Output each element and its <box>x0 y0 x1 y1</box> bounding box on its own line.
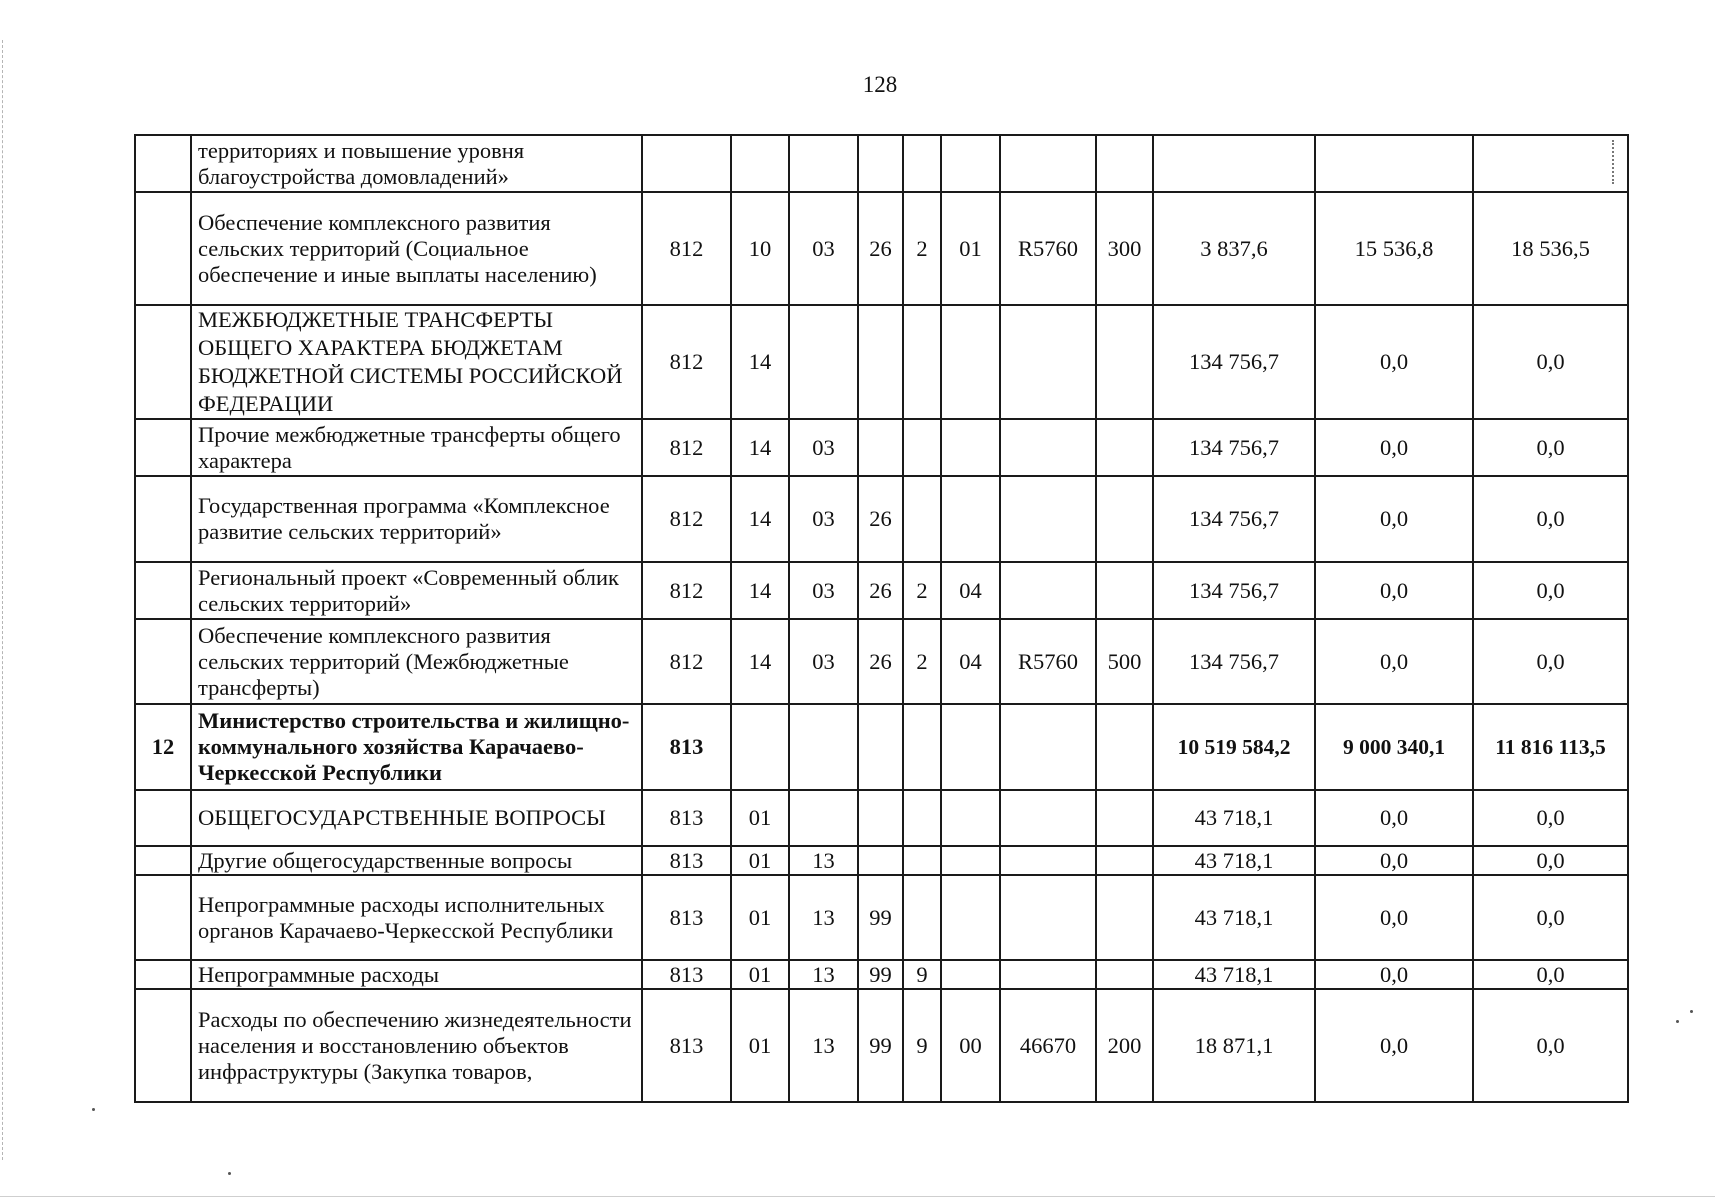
sum-year-2-cell: 0,0 <box>1315 476 1473 562</box>
subprogram-code-cell <box>903 704 941 790</box>
ministry-code-cell: 812 <box>642 305 731 419</box>
program-code-cell <box>858 135 903 192</box>
program-code-cell: 26 <box>858 192 903 305</box>
sum-year-2-cell: 15 536,8 <box>1315 192 1473 305</box>
target-code-cell <box>1000 305 1096 419</box>
program-code-cell <box>858 704 903 790</box>
ministry-code-cell: 813 <box>642 875 731 960</box>
row-number-cell <box>135 192 191 305</box>
ministry-code-cell: 813 <box>642 704 731 790</box>
row-name-cell: Государственная программа «Комплексное развитие сельских территорий» <box>191 476 642 562</box>
sum-year-2-cell: 0,0 <box>1315 875 1473 960</box>
section-code-cell: 14 <box>731 476 789 562</box>
section-code-cell: 01 <box>731 875 789 960</box>
subsection-code-cell <box>789 305 858 419</box>
sum-year-3-cell: 0,0 <box>1473 790 1628 846</box>
scan-speck <box>1676 1020 1679 1023</box>
program-code-cell <box>858 305 903 419</box>
row-number-cell <box>135 419 191 476</box>
row-number-cell <box>135 619 191 704</box>
direction-code-cell <box>941 790 1000 846</box>
scan-speck <box>92 1108 95 1111</box>
table-row <box>135 960 1628 989</box>
sum-year-3-cell: 18 536,5 <box>1473 192 1628 305</box>
subsection-code-cell <box>789 135 858 192</box>
ministry-code-cell: 813 <box>642 790 731 846</box>
subprogram-code-cell <box>903 305 941 419</box>
subsection-code-cell: 03 <box>789 192 858 305</box>
sum-year-1-cell: 43 718,1 <box>1153 960 1315 989</box>
expense-type-cell <box>1096 476 1153 562</box>
subprogram-code-cell: 9 <box>903 989 941 1102</box>
target-code-cell: R5760 <box>1000 619 1096 704</box>
sum-year-3-cell: 0,0 <box>1473 476 1628 562</box>
program-code-cell <box>858 846 903 875</box>
target-code-cell: 46670 <box>1000 989 1096 1102</box>
ministry-code-cell: 813 <box>642 989 731 1102</box>
row-name-cell: Непрограммные расходы <box>191 960 642 989</box>
sum-year-3-cell: 0,0 <box>1473 562 1628 619</box>
table-row-ministry-header <box>135 704 1628 790</box>
expense-type-cell: 300 <box>1096 192 1153 305</box>
row-number-cell <box>135 875 191 960</box>
row-number-cell <box>135 135 191 192</box>
section-code-cell: 01 <box>731 846 789 875</box>
ministry-code-cell: 812 <box>642 192 731 305</box>
sum-year-3-cell: 0,0 <box>1473 960 1628 989</box>
ministry-code-cell: 812 <box>642 562 731 619</box>
subprogram-code-cell <box>903 419 941 476</box>
ministry-code-cell <box>642 135 731 192</box>
sum-year-2-cell: 0,0 <box>1315 846 1473 875</box>
direction-code-cell <box>941 305 1000 419</box>
expense-type-cell <box>1096 790 1153 846</box>
sum-year-1-cell: 10 519 584,2 <box>1153 704 1315 790</box>
sum-year-1-cell: 3 837,6 <box>1153 192 1315 305</box>
expense-type-cell <box>1096 960 1153 989</box>
sum-year-3-cell: 11 816 113,5 <box>1473 704 1628 790</box>
sum-year-2-cell: 0,0 <box>1315 419 1473 476</box>
program-code-cell <box>858 790 903 846</box>
sum-year-3-cell: 0,0 <box>1473 619 1628 704</box>
row-number-cell <box>135 960 191 989</box>
section-code-cell: 10 <box>731 192 789 305</box>
program-code-cell <box>858 419 903 476</box>
expense-type-cell <box>1096 562 1153 619</box>
expense-type-cell <box>1096 846 1153 875</box>
direction-code-cell <box>941 704 1000 790</box>
row-name-cell: МЕЖБЮДЖЕТНЫЕ ТРАНСФЕРТЫ ОБЩЕГО ХАРАКТЕРА БЮДЖЕТАМ БЮДЖЕТНОЙ СИСТЕМЫ РОССИЙСКОЙ ФЕДЕРАЦИИ <box>191 305 642 419</box>
target-code-cell <box>1000 704 1096 790</box>
table-row <box>135 790 1628 846</box>
target-code-cell <box>1000 135 1096 192</box>
section-code-cell: 14 <box>731 419 789 476</box>
subsection-code-cell: 03 <box>789 562 858 619</box>
sum-year-3-cell: 0,0 <box>1473 989 1628 1102</box>
direction-code-cell <box>941 846 1000 875</box>
table-row <box>135 305 1628 419</box>
row-name-cell: Обеспечение комплексного развития сельских территорий (Межбюджетные трансферты) <box>191 619 642 704</box>
table-row <box>135 619 1628 704</box>
sum-year-1-cell: 18 871,1 <box>1153 989 1315 1102</box>
sum-year-1-cell: 134 756,7 <box>1153 419 1315 476</box>
program-code-cell: 99 <box>858 989 903 1102</box>
direction-code-cell <box>941 960 1000 989</box>
target-code-cell: R5760 <box>1000 192 1096 305</box>
section-code-cell: 14 <box>731 619 789 704</box>
direction-code-cell <box>941 875 1000 960</box>
ministry-code-cell: 812 <box>642 619 731 704</box>
table-row <box>135 875 1628 960</box>
ministry-code-cell: 812 <box>642 476 731 562</box>
subsection-code-cell <box>789 790 858 846</box>
program-code-cell: 26 <box>858 476 903 562</box>
sum-year-2-cell: 0,0 <box>1315 619 1473 704</box>
expense-type-cell <box>1096 135 1153 192</box>
table-row <box>135 846 1628 875</box>
expense-type-cell <box>1096 419 1153 476</box>
budget-table <box>134 134 1629 1103</box>
subprogram-code-cell: 2 <box>903 192 941 305</box>
section-code-cell <box>731 704 789 790</box>
row-name-cell: Обеспечение комплексного развития сельских территорий (Социальное обеспечение и иные выплаты населению) <box>191 192 642 305</box>
sum-year-2-cell: 0,0 <box>1315 562 1473 619</box>
ministry-code-cell: 813 <box>642 960 731 989</box>
row-number-cell <box>135 476 191 562</box>
direction-code-cell <box>941 419 1000 476</box>
sum-year-2-cell: 9 000 340,1 <box>1315 704 1473 790</box>
sum-year-3-cell <box>1473 135 1628 192</box>
sum-year-2-cell: 0,0 <box>1315 989 1473 1102</box>
program-code-cell: 26 <box>858 562 903 619</box>
subsection-code-cell <box>789 704 858 790</box>
subsection-code-cell: 03 <box>789 476 858 562</box>
subprogram-code-cell <box>903 875 941 960</box>
section-code-cell: 01 <box>731 790 789 846</box>
sum-year-1-cell: 43 718,1 <box>1153 846 1315 875</box>
sum-year-3-cell: 0,0 <box>1473 305 1628 419</box>
scan-bottom-edge <box>0 1196 1715 1197</box>
sum-year-2-cell: 0,0 <box>1315 790 1473 846</box>
section-code-cell <box>731 135 789 192</box>
row-name-cell: Министерство строительства и жилищно-коммунального хозяйства Карачаево-Черкесской Республики <box>191 704 642 790</box>
scan-speck <box>1690 1010 1693 1013</box>
target-code-cell <box>1000 960 1096 989</box>
row-name-cell: Расходы по обеспечению жизнедеятельности населения и восстановлению объектов инфраструктуры (Закупка товаров, <box>191 989 642 1102</box>
sum-year-1-cell <box>1153 135 1315 192</box>
expense-type-cell: 200 <box>1096 989 1153 1102</box>
subprogram-code-cell: 2 <box>903 619 941 704</box>
subprogram-code-cell: 9 <box>903 960 941 989</box>
target-code-cell <box>1000 562 1096 619</box>
direction-code-cell <box>941 135 1000 192</box>
direction-code-cell: 04 <box>941 562 1000 619</box>
sum-year-1-cell: 43 718,1 <box>1153 875 1315 960</box>
program-code-cell: 99 <box>858 960 903 989</box>
subprogram-code-cell <box>903 846 941 875</box>
table-row <box>135 135 1628 192</box>
scan-speck <box>228 1172 231 1175</box>
subsection-code-cell: 13 <box>789 875 858 960</box>
expense-type-cell <box>1096 305 1153 419</box>
row-name-cell: Другие общегосударственные вопросы <box>191 846 642 875</box>
sum-year-3-cell: 0,0 <box>1473 419 1628 476</box>
row-name-cell: территориях и повышение уровня благоустройства домовладений» <box>191 135 642 192</box>
direction-code-cell: 01 <box>941 192 1000 305</box>
subsection-code-cell: 13 <box>789 846 858 875</box>
target-code-cell <box>1000 875 1096 960</box>
sum-year-2-cell: 0,0 <box>1315 305 1473 419</box>
target-code-cell <box>1000 846 1096 875</box>
row-number-cell <box>135 790 191 846</box>
expense-type-cell <box>1096 704 1153 790</box>
row-name-cell: Непрограммные расходы исполнительных органов Карачаево-Черкесской Республики <box>191 875 642 960</box>
direction-code-cell: 00 <box>941 989 1000 1102</box>
section-code-cell: 01 <box>731 960 789 989</box>
table-row <box>135 419 1628 476</box>
program-code-cell: 26 <box>858 619 903 704</box>
sum-year-1-cell: 134 756,7 <box>1153 305 1315 419</box>
direction-code-cell: 04 <box>941 619 1000 704</box>
subsection-code-cell: 13 <box>789 989 858 1102</box>
table-row <box>135 562 1628 619</box>
sum-year-1-cell: 134 756,7 <box>1153 619 1315 704</box>
subprogram-code-cell <box>903 135 941 192</box>
table-row <box>135 989 1628 1102</box>
section-code-cell: 14 <box>731 305 789 419</box>
row-name-cell: Прочие межбюджетные трансферты общего характера <box>191 419 642 476</box>
row-name-cell: Региональный проект «Современный облик сельских территорий» <box>191 562 642 619</box>
row-name-cell: ОБЩЕГОСУДАРСТВЕННЫЕ ВОПРОСЫ <box>191 790 642 846</box>
table-row <box>135 192 1628 305</box>
row-number-cell: 12 <box>135 704 191 790</box>
subsection-code-cell: 03 <box>789 419 858 476</box>
row-number-cell <box>135 562 191 619</box>
sum-year-2-cell <box>1315 135 1473 192</box>
section-code-cell: 14 <box>731 562 789 619</box>
direction-code-cell <box>941 476 1000 562</box>
subsection-code-cell: 03 <box>789 619 858 704</box>
target-code-cell <box>1000 419 1096 476</box>
row-number-cell <box>135 989 191 1102</box>
page-number: 128 <box>862 72 898 97</box>
sum-year-3-cell: 0,0 <box>1473 875 1628 960</box>
target-code-cell <box>1000 790 1096 846</box>
subprogram-code-cell: 2 <box>903 562 941 619</box>
table-row <box>135 476 1628 562</box>
table-body <box>135 135 1628 1102</box>
subprogram-code-cell <box>903 790 941 846</box>
ministry-code-cell: 812 <box>642 419 731 476</box>
sum-year-2-cell: 0,0 <box>1315 960 1473 989</box>
expense-type-cell: 500 <box>1096 619 1153 704</box>
sum-year-1-cell: 43 718,1 <box>1153 790 1315 846</box>
section-code-cell: 01 <box>731 989 789 1102</box>
sum-year-1-cell: 134 756,7 <box>1153 562 1315 619</box>
subsection-code-cell: 13 <box>789 960 858 989</box>
program-code-cell: 99 <box>858 875 903 960</box>
target-code-cell <box>1000 476 1096 562</box>
row-number-cell <box>135 305 191 419</box>
scan-left-edge <box>2 40 5 1160</box>
subprogram-code-cell <box>903 476 941 562</box>
expense-type-cell <box>1096 875 1153 960</box>
ministry-code-cell: 813 <box>642 846 731 875</box>
sum-year-3-cell: 0,0 <box>1473 846 1628 875</box>
sum-year-1-cell: 134 756,7 <box>1153 476 1315 562</box>
row-number-cell <box>135 846 191 875</box>
